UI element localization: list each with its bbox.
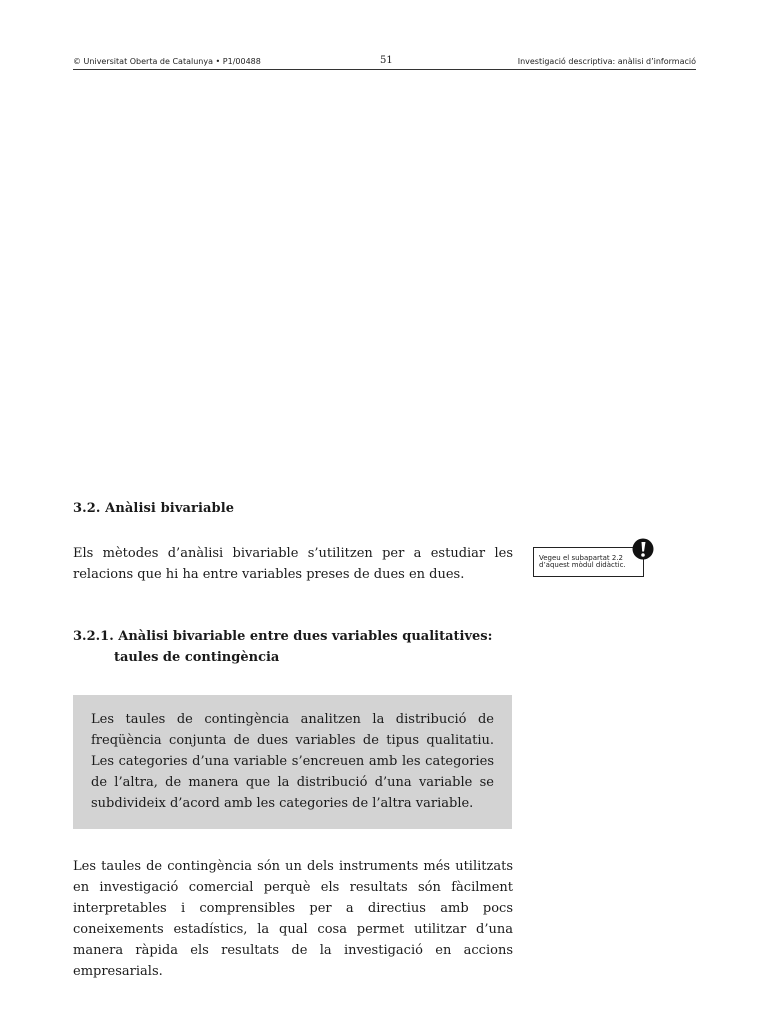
- subsection-heading-line1: 3.2.1. Anàlisi bivariable entre dues variables qualitatives:: [73, 629, 493, 644]
- body-paragraph: Les taules de contingència són un dels instruments més utilitzats en investigació comercial perquè els resultats són fàcilment interpretables i comprensibles per a directius amb pocs coneixements estadístics, la qual cosa permet utilitzar d’una manera ràpida els resultats de la investigació en accions empresarials.: [73, 859, 513, 979]
- exclamation-icon: [632, 538, 654, 560]
- definition-box: [73, 695, 512, 829]
- section-heading: 3.2. Anàlisi bivariable: [73, 501, 235, 516]
- subsection-heading-line2: taules de contingència: [114, 650, 280, 665]
- margin-note: [533, 547, 644, 577]
- page-number: 51: [380, 55, 393, 66]
- header-title: Investigació descriptiva: anàlisi d’informació: [517, 57, 696, 66]
- intro-paragraph: Els mètodes d’anàlisi bivariable s’utilitzen per a estudiar les relacions que hi ha entre variables preses de dues en dues.: [73, 546, 513, 582]
- running-header: [73, 57, 696, 70]
- margin-note-text: Vegeu el subapartat 2.2 d’aquest mòdul didàctic.: [539, 554, 626, 569]
- definition-text: Les taules de contingència analitzen la distribució de freqüència conjunta de dues variables de tipus qualitatiu. Les categories d’una variable s’encreuen amb les categories de l’altra, de manera que la distribució d’una variable se subdivideix d’acord amb les categories de l’altra variable.: [91, 712, 494, 811]
- subsection-heading: [73, 626, 513, 668]
- header-copyright: © Universitat Oberta de Catalunya • P1/00488: [73, 57, 261, 66]
